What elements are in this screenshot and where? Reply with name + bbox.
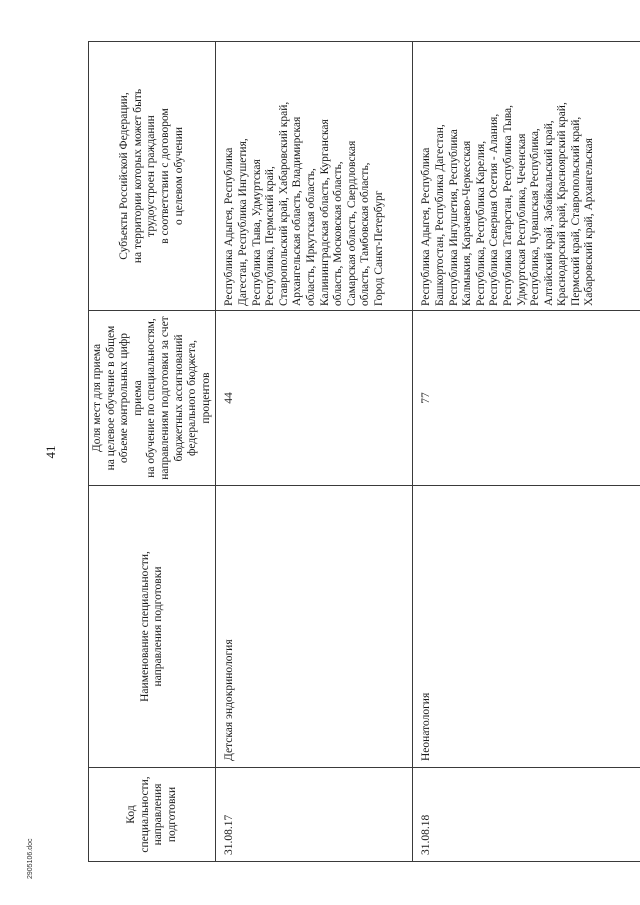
table-row	[216, 42, 413, 862]
rotated-table-container	[43, 42, 623, 862]
cell-regions: Республика Адыгея, Республика Башкортостан, Республика Дагестан, Республика Ингушетия, Республика Калмыкия, Карачаево-Черкесская Республика, Республика Карелия, Республика Северная Осетия - Алания, Республика Татарстан, Республика Тыва, Удмуртская Республика, Чеченская Республика, Чувашская Республика, Алтайский край, Забайкальский край, Краснодарский край, Красноярский край, Пермский край, Ставропольский край, Хабаровский край, Архангельская	[413, 42, 640, 311]
header-share: Доля мест для приема на целевое обучение в общем объеме контрольных цифр приема на обучение по специальностям, направлениям подготовки за счет бюджетных ассигнований федерального бюджета, процентов	[89, 311, 216, 486]
header-regions: Субъекты Российской Федерации, на территории которых может быть трудоустроен гражданин в соответствии с договором о целевом обучении	[89, 42, 216, 311]
table-row	[413, 42, 640, 862]
header-name: Наименование специальности, направления подготовки	[89, 486, 216, 768]
document-id: 2905106.doc	[27, 838, 34, 879]
cell-code: 31.08.18	[413, 768, 640, 862]
cell-name: Неонатология	[413, 486, 640, 768]
cell-share: 77	[413, 311, 640, 486]
cell-name: Детская эндокринология	[216, 486, 413, 768]
header-code: Код специальности, направления подготовки	[89, 768, 216, 862]
cell-code: 31.08.17	[216, 768, 413, 862]
target-training-table	[88, 41, 640, 862]
cell-share: 44	[216, 311, 413, 486]
table-header-row	[89, 42, 216, 862]
page-number: 41	[43, 445, 58, 459]
cell-regions: Республика Адыгея, Республика Дагестан, Республика Ингушетия, Республика Тыва, Удмуртская Республика, Пермский край, Ставропольский край, Хабаровский край, Архангельская область, Владимирская область, Иркутская область, Калининградская область, Курганская область, Московская область, Самарская область, Свердловская область, Тамбовская область, Город Санкт-Петербург	[216, 42, 413, 311]
